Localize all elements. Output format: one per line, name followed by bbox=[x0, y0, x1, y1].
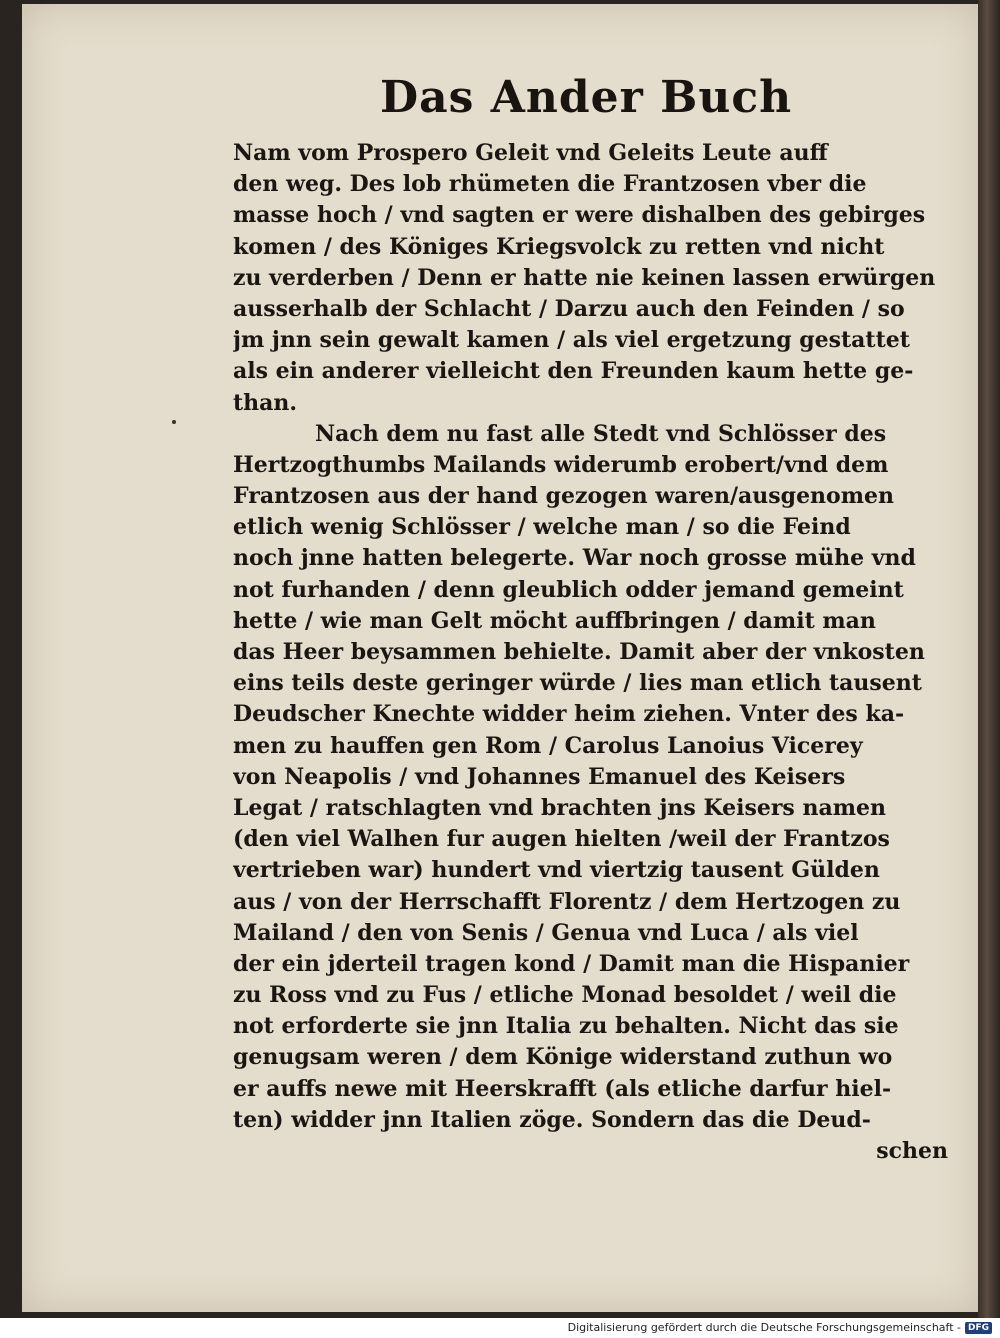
body-text bbox=[233, 138, 948, 1167]
text-line: den weg. Des lob rhümeten die Frantzosen vber die bbox=[233, 171, 867, 198]
text-line: not erforderte sie jnn Italia zu behalten. Nicht das sie bbox=[233, 1013, 899, 1040]
text-line: er auffs newe mit Heerskrafft (als etliche darfur hiel- bbox=[233, 1075, 892, 1102]
catchword: schen bbox=[876, 1138, 948, 1164]
text-line: Hertzogthumbs Mailands widerumb erobert/vnd dem bbox=[233, 451, 889, 478]
text-line: men zu hauffen gen Rom / Carolus Lanoius Vicerey bbox=[233, 732, 863, 759]
text-line: Deudscher Knechte widder heim ziehen. Vnter des ka- bbox=[233, 701, 905, 728]
text-line: Nach dem nu fast alle Stedt vnd Schlösser des bbox=[315, 420, 887, 447]
footer-credit bbox=[568, 1321, 992, 1334]
funding-credit: Digitalisierung gefördert durch die Deutsche Forschungsgemeinschaft - bbox=[567, 1321, 961, 1334]
text-line: Frantzosen aus der hand gezogen waren/ausgenomen bbox=[233, 483, 894, 510]
text-line: than. bbox=[233, 389, 298, 416]
text-line: von Neapolis / vnd Johannes Emanuel des Keisers bbox=[233, 763, 846, 790]
text-line: der ein jderteil tragen kond / Damit man die Hispanier bbox=[233, 950, 910, 977]
text-line: Legat / ratschlagten vnd brachten jns Keisers namen bbox=[233, 794, 886, 821]
text-line: Nam vom Prospero Geleit vnd Geleits Leute auff bbox=[233, 140, 828, 166]
text-line: ausserhalb der Schlacht / Darzu auch den Feinden / so bbox=[233, 295, 905, 322]
dfg-logo: DFG bbox=[965, 1322, 992, 1334]
text-line: not furhanden / denn gleublich odder jemand gemeint bbox=[233, 576, 904, 603]
text-line: zu verderben / Denn er hatte nie keinen lassen erwürgen bbox=[233, 264, 936, 291]
text-line: jm jnn sein gewalt kamen / als viel ergetzung gestattet bbox=[233, 327, 910, 354]
text-line: aus / von der Herrschafft Florentz / dem Hertzogen zu bbox=[233, 888, 901, 915]
text-line: noch jnne hatten belegerte. War noch grosse mühe vnd bbox=[233, 545, 916, 572]
text-line: hette / wie man Gelt möcht auffbringen / damit man bbox=[233, 607, 876, 634]
text-line: vertrieben war) hundert vnd viertzig tausent Gülden bbox=[233, 857, 880, 884]
text-line: Mailand / den von Senis / Genua vnd Luca / als viel bbox=[233, 919, 859, 946]
ink-speck bbox=[172, 420, 176, 424]
text-line: masse hoch / vnd sagten er were dishalben des gebirges bbox=[233, 202, 926, 229]
text-line: zu Ross vnd zu Fus / etliche Monad besoldet / weil die bbox=[233, 982, 897, 1009]
text-line: das Heer beysammen behielte. Damit aber der vnkosten bbox=[233, 639, 925, 665]
text-line: genugsam weren / dem Könige widerstand zuthun wo bbox=[233, 1044, 893, 1071]
text-line: komen / des Königes Kriegsvolck zu retten vnd nicht bbox=[233, 233, 885, 260]
page-edge bbox=[978, 0, 1000, 1318]
text-line: als ein anderer vielleicht den Freunden kaum hette ge- bbox=[233, 358, 914, 385]
text-line: (den viel Walhen fur augen hielten /weil der Frantzos bbox=[233, 826, 890, 853]
text-line: eins teils deste geringer würde / lies man etlich tausent bbox=[233, 670, 922, 697]
page-heading: Das Ander Buch bbox=[380, 72, 793, 123]
text-line: ten) widder jnn Italien zöge. Sondern das die Deud- bbox=[233, 1106, 871, 1133]
text-line: etlich wenig Schlösser / welche man / so die Feind bbox=[233, 514, 851, 541]
